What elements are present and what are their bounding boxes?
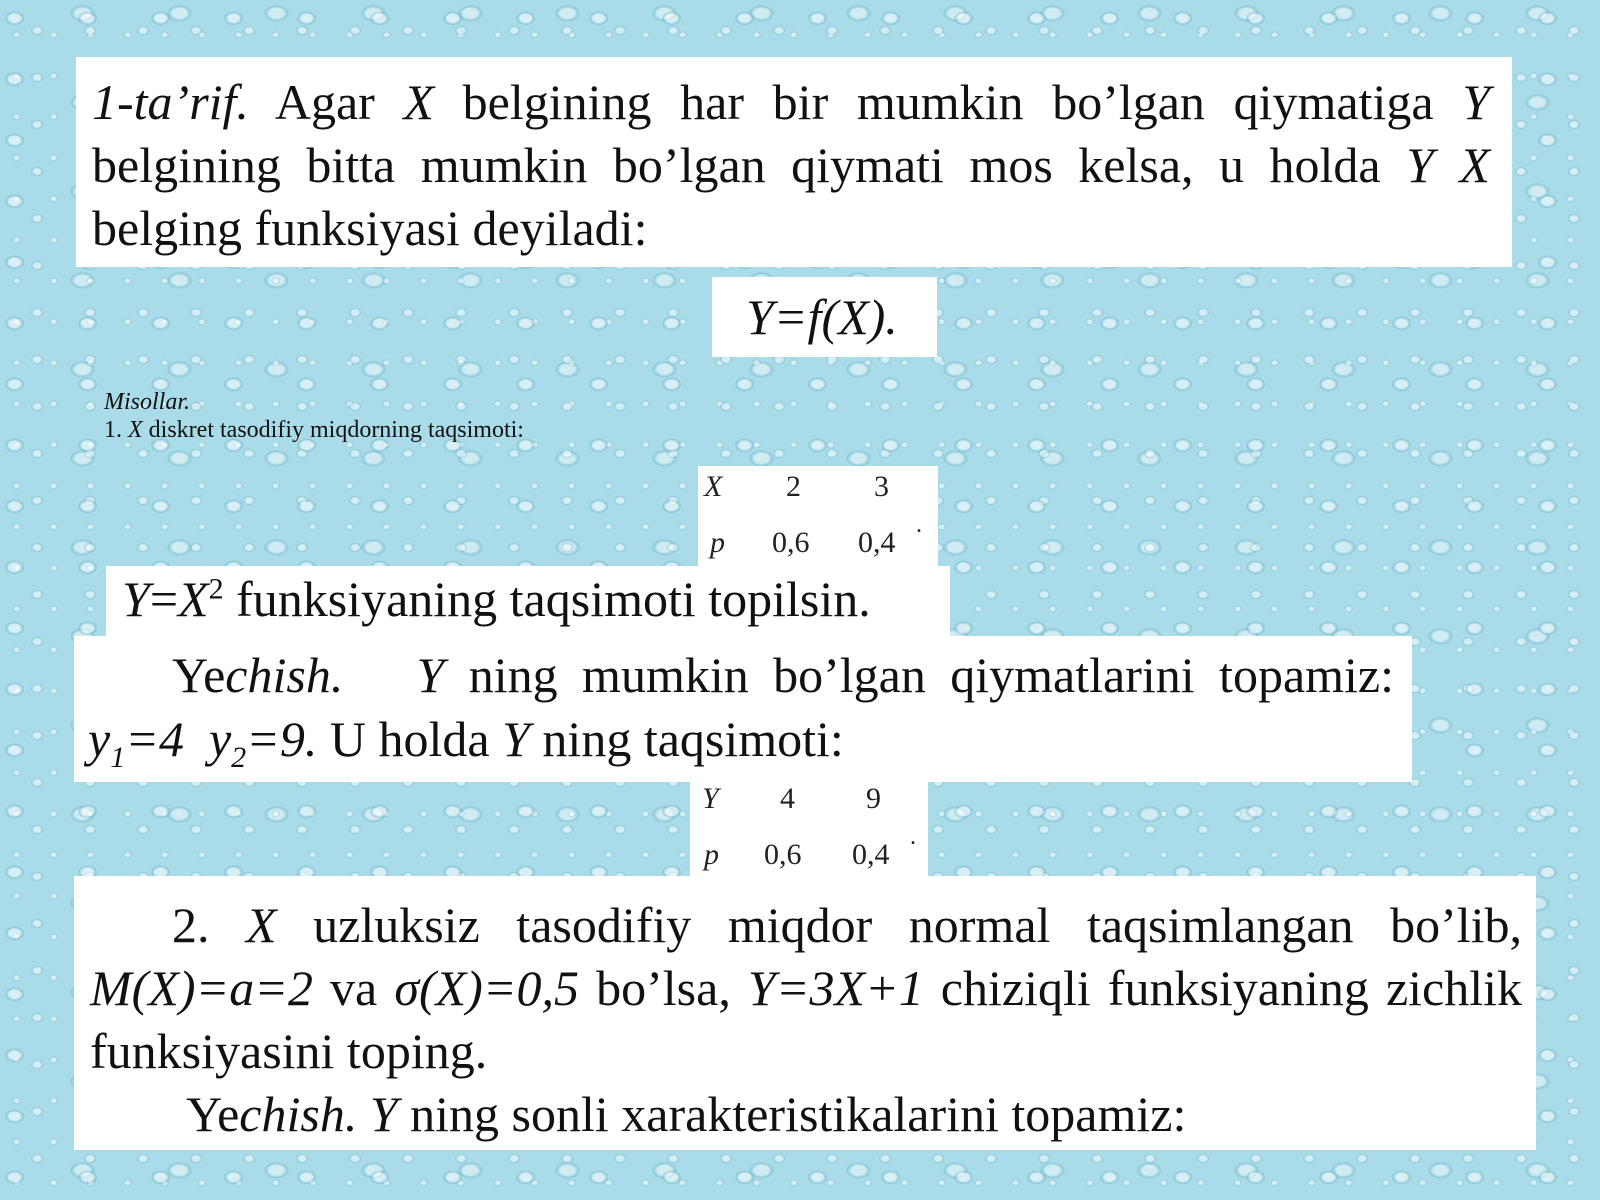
- formula: Y=f(X).: [746, 289, 898, 345]
- task-text: $Y=X^2$ funksiyaning taqsimoti topilsin.: [122, 571, 871, 627]
- definition-label: 1-ta’rif.: [92, 74, 249, 130]
- table-y-p-label: p: [704, 838, 719, 871]
- definition-text: 1-ta’rif. Agar X belgining har bir mumkin bo’lgan qiymatiga Y belgining bitta mumkin bo’lgan qiymati mos kelsa, u holda Y X belging funksiyasi deyiladi:: [92, 74, 1491, 256]
- table-y-value-2: 9: [866, 782, 881, 815]
- table-x-value-1: 2: [786, 470, 801, 503]
- table-x-end-mark: .: [916, 512, 922, 538]
- definition-box: [76, 57, 1512, 267]
- task-box: [106, 566, 950, 636]
- example-2-solution: Yechish. Y ning sonli xarakteristikalarini topamiz:: [186, 1086, 1187, 1142]
- example-2-box: [74, 876, 1536, 1150]
- solution-1-box: [74, 636, 1412, 782]
- table-x-p-label: p: [710, 526, 725, 559]
- table-x-prob-1: 0,6: [772, 526, 810, 559]
- table-x-prob-2: 0,4: [858, 526, 896, 559]
- distribution-table-y: [690, 782, 928, 878]
- table-y-var: Y: [702, 782, 719, 815]
- distribution-table-x: [698, 466, 938, 566]
- table-y-value-1: 4: [780, 782, 795, 815]
- solution-1-line-2: $y_1=4$ $y_2=9$. U holda Y ning taqsimoti:: [88, 711, 844, 774]
- table-x-var: X: [704, 470, 723, 503]
- table-y-prob-1: 0,6: [764, 838, 802, 871]
- examples-heading: Misollar.: [104, 389, 191, 415]
- solution-1-line-1: Yechish. Y ning mumkin bo’lgan qiymatlarini topamiz:: [172, 647, 1395, 703]
- example-2-text: 2. X uzluksiz tasodifiy miqdor normal taqsimlangan bo’lib, M(X)=a=2 va σ(X)=0,5 bo’lsa, Y=3X+1 chiziqli funksiyaning zichlik funksiyasini toping.: [90, 897, 1523, 1079]
- formula-box: [712, 277, 937, 357]
- table-y-prob-2: 0,4: [852, 838, 890, 871]
- example-1-text: 1. X diskret tasodifiy miqdorning taqsimoti:: [104, 417, 524, 443]
- table-y-end-mark: .: [910, 824, 916, 850]
- table-x-value-2: 3: [874, 470, 889, 503]
